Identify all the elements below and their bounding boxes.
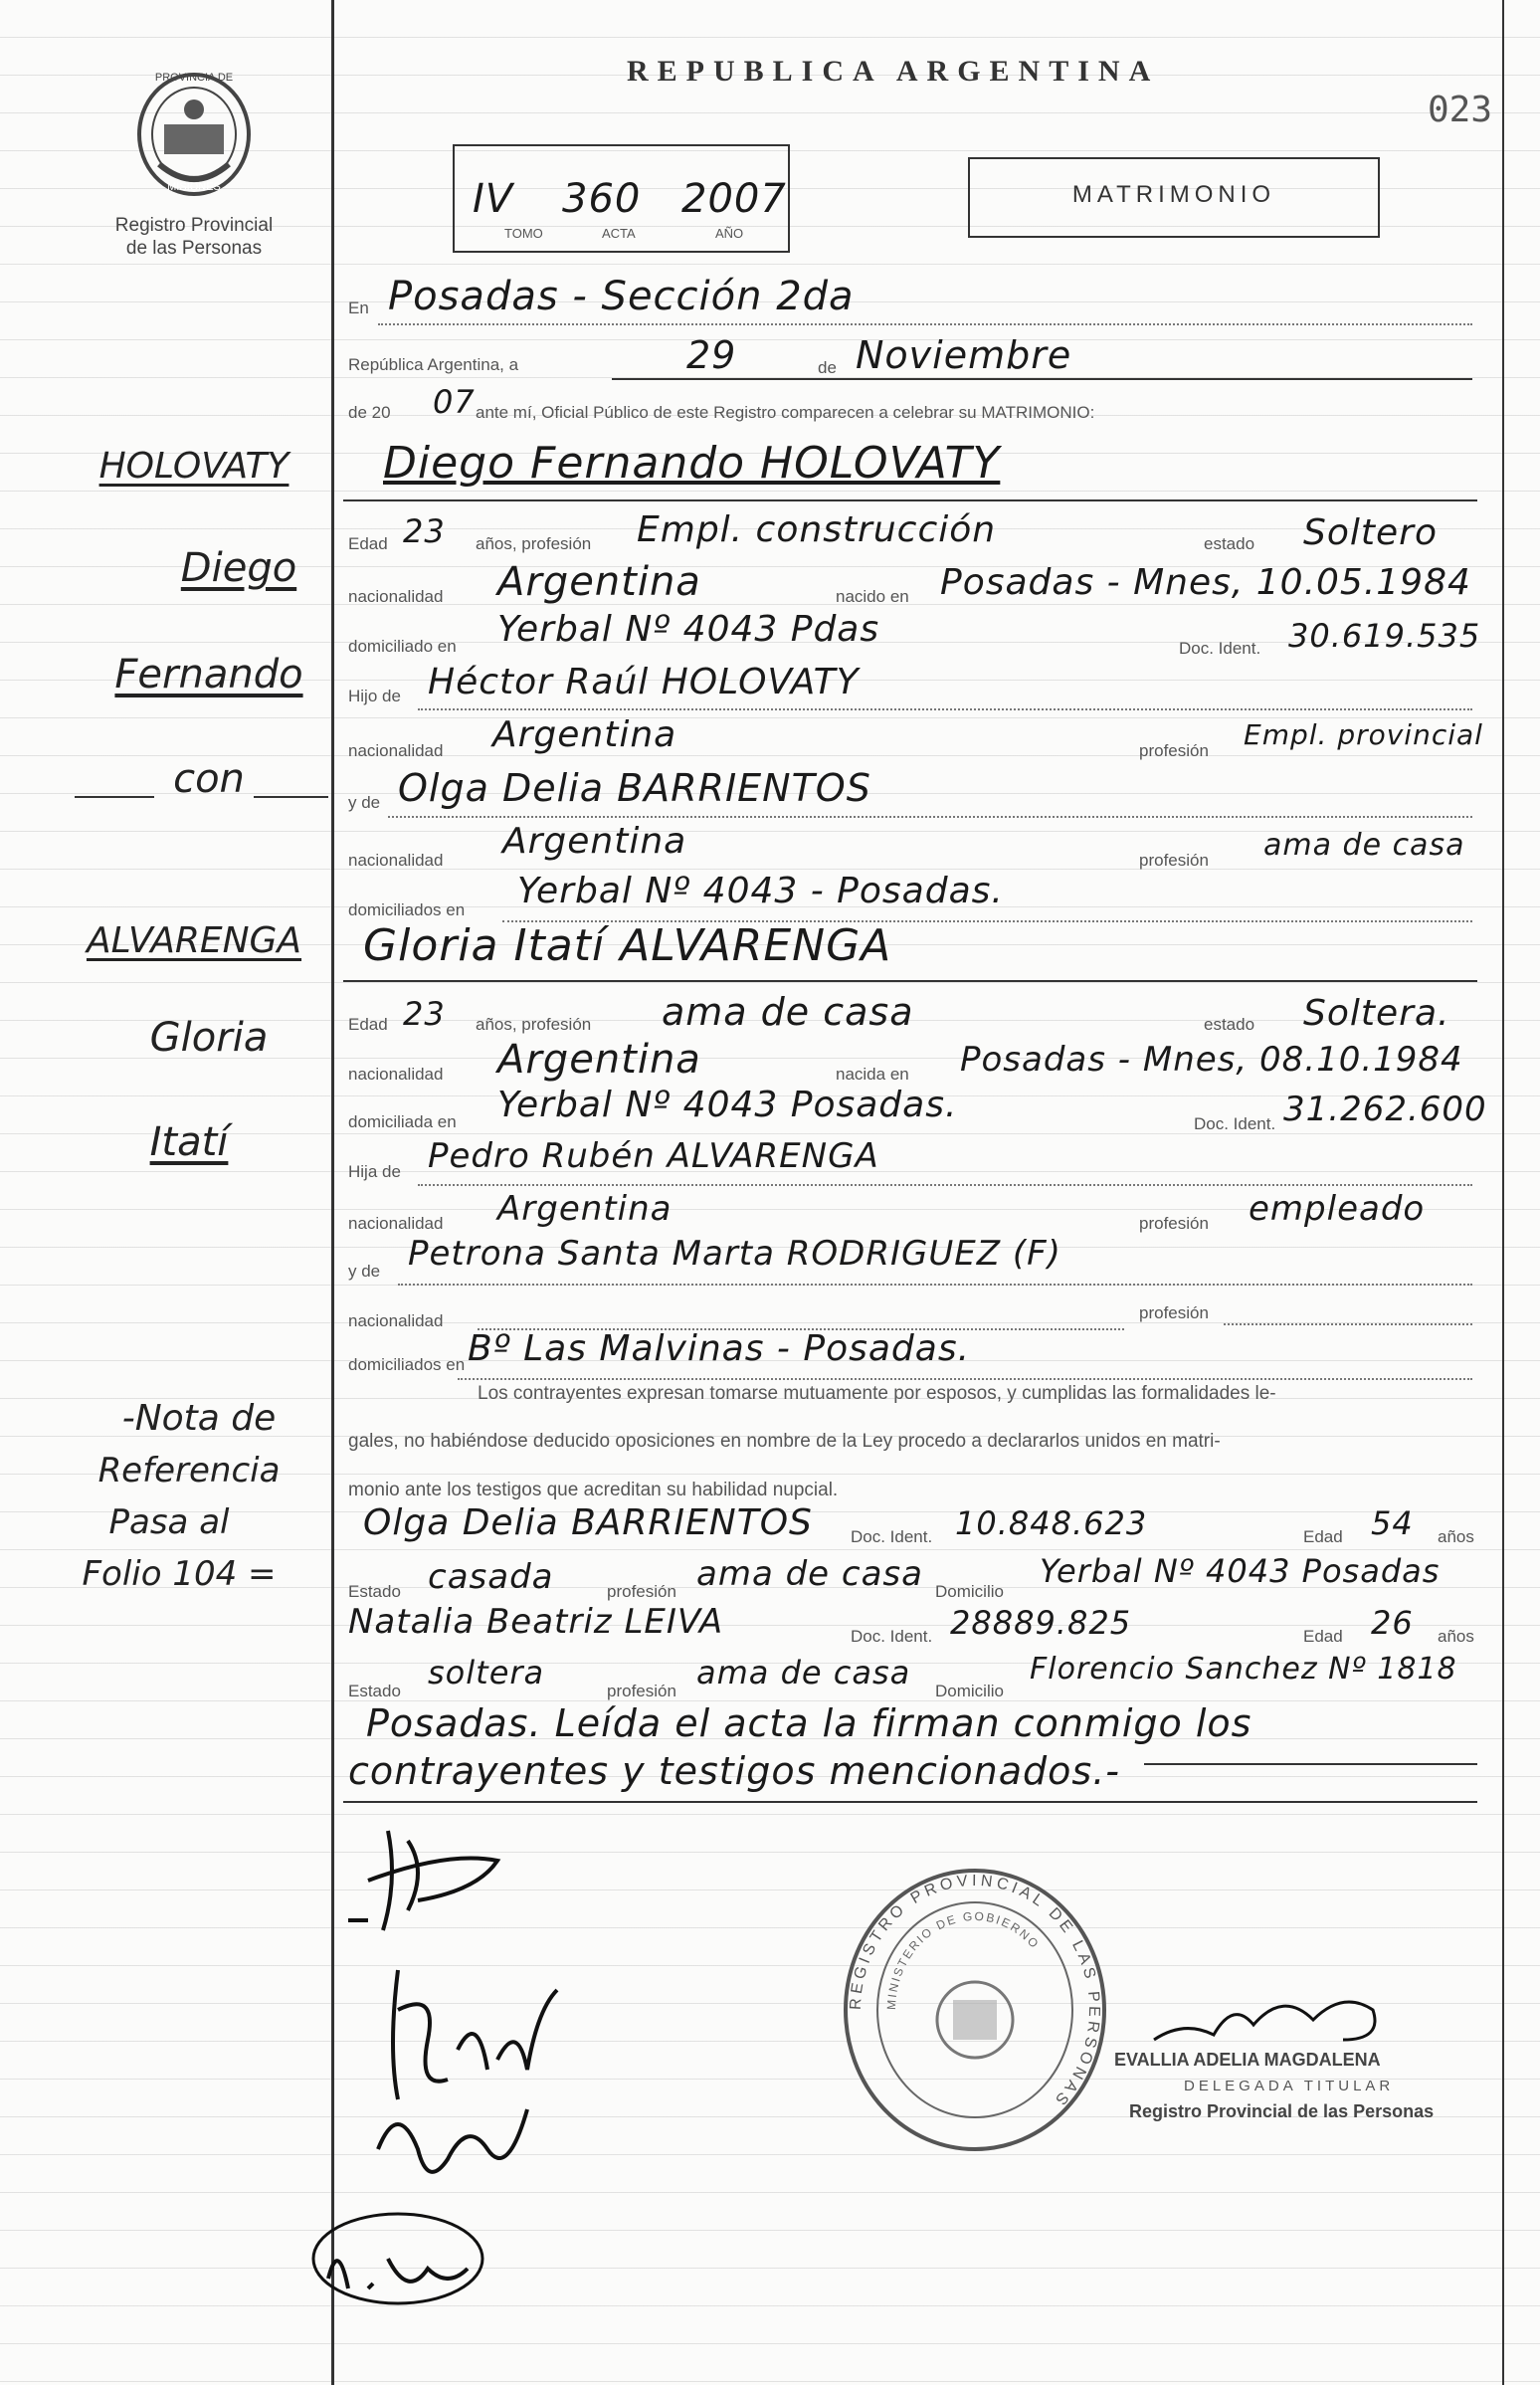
- bride-mother-nacionalidad-label: nacionalidad: [348, 1311, 444, 1330]
- bride-nacionalidad-label: nacionalidad: [348, 1065, 444, 1084]
- groom-mother-profesion-label: profesión: [1139, 851, 1209, 870]
- groom-father-nacionalidad-label: nacionalidad: [348, 741, 444, 760]
- signature-witness-1: [358, 2089, 537, 2199]
- witness1-name: Olga Delia BARRIENTOS: [363, 1502, 813, 1543]
- bride-edad-label: Edad: [348, 1015, 388, 1034]
- registry-caption: [70, 214, 318, 260]
- republic-label: República Argentina, a: [348, 355, 519, 374]
- witness2-domicilio-label: Domicilio: [935, 1682, 1004, 1700]
- act-type: MATRIMONIO: [1071, 181, 1276, 208]
- bride-name-line: [343, 980, 1477, 982]
- bride-address: Yerbal Nº 4043 Posadas.: [497, 1085, 958, 1125]
- tomo-value: IV: [473, 176, 514, 222]
- year-suffix: 07: [433, 383, 476, 421]
- witness1-status: casada: [428, 1557, 554, 1597]
- groom-status: Soltero: [1303, 512, 1438, 553]
- bride-birth: Posadas - Mnes, 08.10.1984: [960, 1040, 1463, 1080]
- margin-surname-bride: ALVARENGA: [86, 920, 302, 961]
- witness1-domicilio-label: Domicilio: [935, 1582, 1004, 1601]
- act-type-box: [968, 157, 1380, 238]
- registry-line-1: Registro Provincial: [114, 215, 274, 236]
- groom-mother: Olga Delia BARRIENTOS: [398, 766, 871, 810]
- witness1-doc-label: Doc. Ident.: [851, 1527, 933, 1546]
- margin-con-rule-right: [254, 796, 328, 798]
- groom-address: Yerbal Nº 4043 Pdas: [497, 609, 880, 650]
- day-de-label: de: [818, 358, 837, 377]
- formal-text-1: Los contrayentes expresan tomarse mutuamente por esposos, y cumplidas las formalidades le-: [478, 1383, 1276, 1404]
- bride-doc-label: Doc. Ident.: [1194, 1114, 1276, 1133]
- witness1-address: Yerbal Nº 4043 Posadas: [1040, 1552, 1441, 1590]
- closing-line-end: [1144, 1763, 1477, 1765]
- margin-surname-groom: HOLOVATY: [98, 446, 289, 487]
- groom-mother-nationality: Argentina: [502, 821, 687, 862]
- bride-father: Pedro Rubén ALVARENGA: [428, 1136, 879, 1176]
- witness2-edad-label: Edad: [1303, 1627, 1343, 1646]
- groom-profession: Empl. construcción: [637, 509, 997, 550]
- seal-bottom-text: MISIONES: [167, 181, 221, 193]
- intro-text: ante mí, Oficial Público de este Registro comparecen a celebrar su MATRIMONIO:: [476, 403, 1095, 422]
- margin-con-rule-left: [75, 796, 154, 798]
- acta-value: 360: [562, 176, 642, 222]
- witness2-address: Florencio Sanchez Nº 1818: [1030, 1652, 1457, 1687]
- date-line: [612, 378, 1472, 380]
- closing-line-1: Posadas. Leída el acta la firman conmigo los: [366, 1701, 1252, 1745]
- witness1-edad-label: Edad: [1303, 1527, 1343, 1546]
- acta-label: ACTA: [602, 226, 636, 241]
- officer-signature: [1144, 1980, 1403, 2060]
- day: 29: [686, 333, 737, 377]
- country-title: REPUBLICA ARGENTINA: [627, 55, 1160, 88]
- margin-name-bride-1: Gloria: [149, 1015, 269, 1061]
- formal-text-2: gales, no habiéndose deducido oposiciones en nombre de la Ley procedo a declararlos unidos en matri-: [348, 1431, 1221, 1452]
- margin-note-4: Folio 104 =: [82, 1554, 277, 1594]
- groom-mother-nacionalidad-label: nacionalidad: [348, 851, 444, 870]
- bride-domiciliados-label: domiciliados en: [348, 1355, 466, 1374]
- witness1-profesion-label: profesión: [607, 1582, 676, 1601]
- witness1-age: 54: [1371, 1504, 1414, 1542]
- bride-mother-line: [398, 1284, 1472, 1286]
- bride-mother: Petrona Santa Marta RODRIGUEZ (F): [408, 1234, 1061, 1274]
- witness2-name: Natalia Beatriz LEIVA: [348, 1602, 724, 1642]
- bride-parents-address: Bº Las Malvinas - Posadas.: [468, 1328, 971, 1369]
- officer-role: DELEGADA TITULAR: [1184, 2078, 1395, 2094]
- officer-name: EVALLIA ADELIA MAGDALENA: [1114, 2050, 1381, 2070]
- groom-domiciliados-label: domiciliados en: [348, 900, 466, 919]
- bride-father-profesion-label: profesión: [1139, 1214, 1209, 1233]
- month: Noviembre: [856, 333, 1072, 377]
- witness2-age: 26: [1371, 1604, 1414, 1642]
- groom-birth: Posadas - Mnes, 10.05.1984: [940, 562, 1471, 603]
- groom-father-profesion-label: profesión: [1139, 741, 1209, 760]
- groom-edad-label: Edad: [348, 534, 388, 553]
- groom-father-profession: Empl. provincial: [1244, 718, 1483, 751]
- bride-mother-profesion-label: profesión: [1139, 1303, 1209, 1322]
- place-line: [378, 323, 1472, 325]
- groom-mother-line: [388, 816, 1472, 818]
- stamp-ring-text: REGISTRO PROVINCIAL DE LAS PERSONAS: [847, 1872, 1103, 2111]
- groom-yde-label: y de: [348, 793, 381, 812]
- bride-parents-line: [458, 1378, 1472, 1380]
- seal-top-text: PROVINCIA DE: [154, 72, 234, 84]
- witness2-estado-label: Estado: [348, 1682, 401, 1700]
- groom-full-name: Diego Fernando HOLOVATY: [383, 438, 1001, 489]
- bride-father-nationality: Argentina: [497, 1189, 673, 1229]
- folio-number: 023: [1428, 90, 1493, 130]
- svg-text:MINISTERIO DE GOBIERNO: [884, 1909, 1043, 2010]
- place: Posadas - Sección 2da: [388, 274, 855, 319]
- right-margin-rule: [1502, 0, 1504, 2385]
- left-margin-rule: [331, 0, 334, 2385]
- witness1-profession: ama de casa: [696, 1554, 923, 1594]
- margin-note-3: Pasa al: [108, 1502, 230, 1542]
- bride-age: 23: [403, 995, 446, 1033]
- ano-value: 2007: [681, 176, 787, 222]
- groom-nationality: Argentina: [497, 559, 701, 605]
- signature-bride: [368, 1950, 587, 2109]
- groom-father-nationality: Argentina: [492, 714, 677, 755]
- bride-profession: ama de casa: [662, 990, 914, 1034]
- registry-line-2: de las Personas: [125, 238, 263, 259]
- groom-name-line: [343, 499, 1477, 501]
- groom-doc: 30.619.535: [1288, 617, 1481, 655]
- bride-doc: 31.262.600: [1283, 1090, 1487, 1129]
- groom-hijo-label: Hijo de: [348, 687, 401, 705]
- bride-hija-label: Hija de: [348, 1162, 401, 1181]
- en-label: En: [348, 298, 369, 317]
- groom-father-line: [418, 708, 1472, 710]
- bride-father-nacionalidad-label: nacionalidad: [348, 1214, 444, 1233]
- witness1-anos-label: años: [1438, 1527, 1474, 1546]
- bride-father-profession: empleado: [1249, 1189, 1426, 1229]
- witness2-anos-label: años: [1438, 1627, 1474, 1646]
- groom-age: 23: [403, 512, 446, 550]
- bride-nationality: Argentina: [497, 1037, 701, 1083]
- year-label: de 20: [348, 403, 391, 422]
- witness2-status: soltera: [428, 1654, 545, 1691]
- ano-label: AÑO: [715, 226, 744, 241]
- groom-father: Héctor Raúl HOLOVATY: [428, 662, 860, 702]
- bride-domiciliada-label: domiciliada en: [348, 1112, 457, 1131]
- official-round-stamp: [836, 1861, 1114, 2159]
- witness2-doc-label: Doc. Ident.: [851, 1627, 933, 1646]
- margin-name-groom-1: Diego: [180, 545, 297, 591]
- witness2-doc: 28889.825: [950, 1604, 1132, 1642]
- closing-line-2: contrayentes y testigos mencionados.-: [348, 1749, 1120, 1793]
- groom-nacionalidad-label: nacionalidad: [348, 587, 444, 606]
- bride-status: Soltera.: [1303, 993, 1450, 1034]
- signature-groom: [328, 1811, 527, 1940]
- officer-org: Registro Provincial de las Personas: [1129, 2101, 1435, 2121]
- witness1-doc: 10.848.623: [955, 1504, 1148, 1542]
- tomo-label: TOMO: [504, 226, 543, 241]
- bride-full-name: Gloria Itatí ALVARENGA: [363, 920, 892, 971]
- groom-mother-profession: ama de casa: [1263, 828, 1465, 863]
- bride-yde-label: y de: [348, 1262, 381, 1281]
- margin-name-groom-2: Fernando: [114, 652, 303, 697]
- bride-father-line: [418, 1184, 1472, 1186]
- signature-witness-2: [298, 2199, 497, 2318]
- groom-doc-label: Doc. Ident.: [1179, 639, 1261, 658]
- bride-estado-label: estado: [1204, 1015, 1255, 1034]
- witness2-profession: ama de casa: [696, 1654, 911, 1691]
- groom-estado-label: estado: [1204, 534, 1255, 553]
- witness1-estado-label: Estado: [348, 1582, 401, 1601]
- bride-mother-prof-line: [1224, 1323, 1472, 1325]
- province-seal-logo: [119, 55, 269, 204]
- groom-domiciliado-label: domiciliado en: [348, 637, 457, 656]
- groom-nacido-label: nacido en: [836, 587, 909, 606]
- groom-anos-profesion-label: años, profesión: [476, 534, 592, 553]
- margin-note-2: Referencia: [97, 1451, 281, 1491]
- closing-section-rule: [343, 1801, 1477, 1803]
- margin-note-1: -Nota de: [121, 1398, 277, 1439]
- formal-text-3: monio ante los testigos que acreditan su habilidad nupcial.: [348, 1480, 839, 1500]
- margin-name-bride-2: Itatí: [149, 1119, 229, 1165]
- groom-parents-address: Yerbal Nº 4043 - Posadas.: [517, 871, 1004, 911]
- margin-con: con: [173, 756, 245, 802]
- witness2-profesion-label: profesión: [607, 1682, 676, 1700]
- stamp-inner-text: MINISTERIO DE GOBIERNO: [883, 1908, 1043, 2011]
- bride-nacida-label: nacida en: [836, 1065, 909, 1084]
- tomo-acta-box: [453, 144, 790, 253]
- bride-anos-profesion-label: años, profesión: [476, 1015, 592, 1034]
